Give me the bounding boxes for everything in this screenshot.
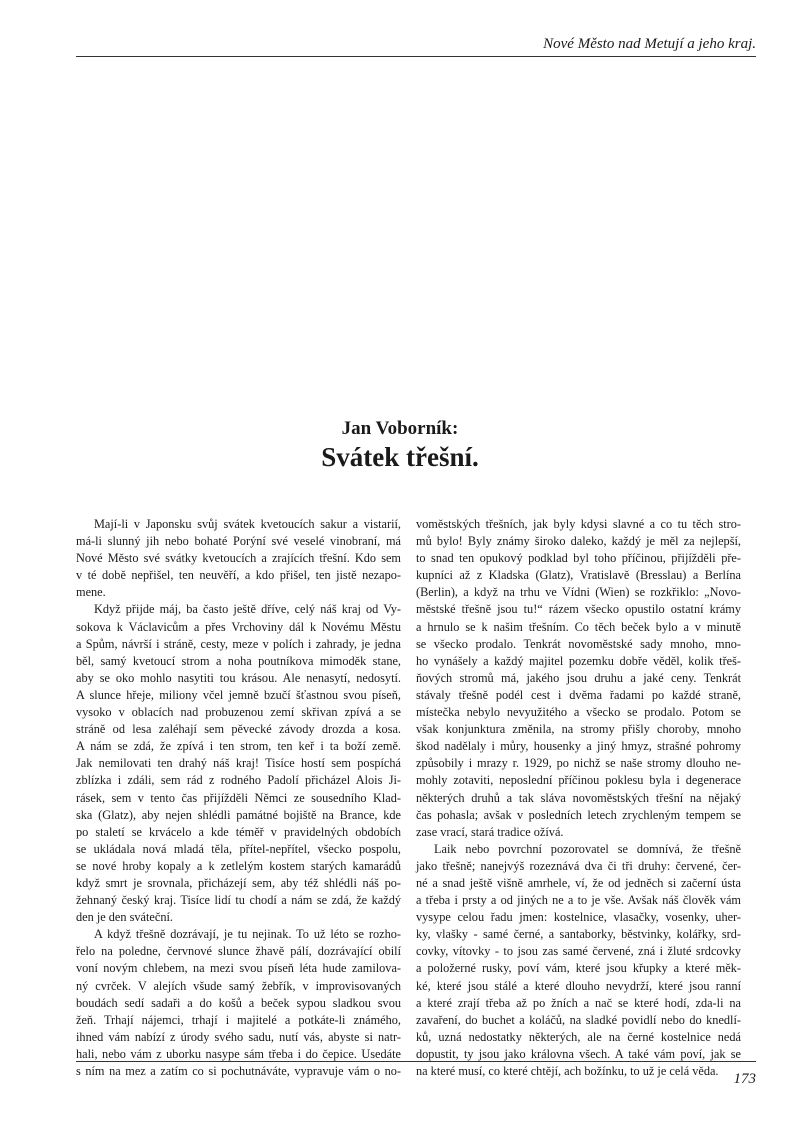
text-line: stráně od lesa zaléhají sem pěvecké závody drozda a kosa. — [76, 722, 401, 737]
text-line: Mají-li v Japonsku svůj svátek kvetoucích sakur a vistarií, — [94, 517, 401, 531]
text-column-left — [76, 516, 401, 1080]
text-line: kupníci až z Kladska (Glatz), Vratislavě (Bresslau) a Berlína — [416, 568, 741, 583]
text-line: stávaly třešně podél cest i dvěma řadami po každé straně, — [416, 687, 741, 702]
text-line: má-li slunný jih nebo bohaté Porýní své veselé vinobraní, má — [76, 534, 401, 549]
text-line: ky, vlašky - samé černé, a santaborky, běstvinky, kolářky, srd- — [416, 927, 741, 942]
text-line: mohly zotaviti, neposlední příčinou poklesu byla i degenerace — [416, 773, 741, 788]
text-line: žehnaný český kraj. Tisíce lidí tu chodí a nám se zdá, že každý — [76, 893, 401, 908]
text-line: na které musí, co které chtějí, ach božínku, to už je celá věda. — [416, 1064, 719, 1078]
text-line: Když přijde máj, ba často ještě dříve, celý náš kraj od Vy- — [94, 602, 401, 617]
text-line: ska (Glatz), aby nejen shlédli památné bojiště na Brance, kde — [76, 807, 401, 822]
text-line: když smrt je srovnala, přicházejí sem, aby též shlédli náš po- — [76, 875, 401, 890]
text-line: městské třešně jsou tu!“ rázem všecko opustilo ostatní krámy — [416, 602, 741, 617]
text-line: vysype celou řadu jmen: kostelnice, vlasačky, vosenky, uher- — [416, 910, 741, 925]
article-author: Jan Voborník: — [341, 418, 459, 439]
text-line: zavaření, do buchet a koláčů, na sladké povidlí nebo do knedlí- — [416, 1012, 741, 1027]
text-line: ků, uzná nedostatky některých, ale na černé kostelnice nedá — [416, 1029, 741, 1044]
text-line: a Spům, návrší i stráně, cesty, meze v polích i zahrady, je jedna — [76, 636, 401, 651]
text-line: způsobily i mrazy r. 1929, po nichž se naše stromy dlouho ne- — [416, 756, 741, 771]
text-line: však konjunktura změnila, na stromy přišly choroby, mnoho — [416, 722, 741, 737]
text-line: ihned vám nabízí z úrody svého sadu, nutí vás, abyste si natr- — [76, 1029, 401, 1044]
text-line: s ním na mez a zatím co si pochutnáváte, vypravuje vám o no- — [76, 1064, 401, 1078]
text-line: zase vrací, stará tradice ožívá. — [416, 824, 564, 839]
text-line: mene. — [76, 585, 106, 600]
text-line: ké, které jsou stálé a které dlouho nevydrží, které jsou ranní — [416, 978, 741, 993]
text-line: jako třešně; nanejvýš rozeznává dva či tři druhy: červené, čer- — [416, 858, 741, 873]
text-line: se nové hroby kopaly a k zetlelým kostem starých kamarádů — [76, 858, 401, 873]
text-line: voní novým chlebem, na mezi svou píseň léta hude zamilova- — [76, 961, 401, 976]
text-line: a položerné rusky, poví vám, které jsou křupky a které měk- — [416, 961, 741, 976]
text-column-right — [416, 516, 741, 1080]
text-line: boudách sedí sadaři a do košů a beček sypou sladkou svou — [76, 995, 401, 1010]
text-line: běl, samý kvetoucí strom a noha poutníkova mimoděk stane, — [76, 653, 401, 668]
text-line: mů bylo! Byly známy široko daleko, každý je měl za nejlepší, — [416, 534, 741, 549]
text-line: v té době nepřišel, ten neuvěří, a kdo přišel, ten jistě nezapo- — [76, 568, 401, 583]
text-line: Jak nemilovati ten drahý náš kraj! Tisíce hostí sem pospíchá — [76, 756, 401, 771]
text-line: ňových stromů má, jakého jsou druhu a jaké ceny. Tenkrát — [416, 670, 741, 685]
text-line: řelo na poledne, červnové slunce žhavě pálí, dozrávající obilí — [76, 944, 401, 959]
text-line: sokova k Václavicům a přes Vrchoviny dál k Novému Městu — [76, 619, 401, 634]
text-line: A když třešně dozrávají, je tu nejinak. To už léto se rozho- — [94, 927, 401, 942]
text-line: škod nadělaly i můry, housenky a jiný hmyz, strašné pohromy — [416, 739, 741, 754]
text-line: některých druhů a tak sláva novoměstských třešní na nějaký — [416, 790, 741, 805]
text-line: covky, vítovky - to jsou zas samé červené, zná i žluté srdcovky — [416, 944, 741, 959]
text-line: dopustit, ty jsou jako královna všech. A také vám poví, jak se — [416, 1046, 741, 1061]
text-line: voměstských třešních, jak byly kdysi slavné a co tu těch stro- — [416, 517, 741, 531]
text-line: Nové Město své svátky kvetoucích a zrajících třešní. Kdo sem — [76, 551, 401, 566]
text-line: místečka nebylo nevyužitého a všecko se prodalo. Potom se — [416, 705, 741, 720]
page-number: 173 — [733, 1071, 756, 1087]
text-line: se všecko prodalo. Tenkrát novoměstské sady mnoho, mno- — [416, 636, 741, 651]
text-line: né a snad ještě višně amrhele, ví, že od jedněch si začerní ústa — [416, 875, 741, 890]
text-line: A nám se zdá, že zpívá i ten strom, ten keř i ta boží země. — [76, 739, 401, 754]
article-title: Svátek třešní. — [321, 442, 479, 472]
text-line: den je den sváteční. — [76, 910, 173, 925]
text-line: a které zrají třeba až po žních a nač se které hodí, zda-li na — [416, 995, 741, 1010]
text-line: a hrnulo se k našim třešním. Co těch beček bylo a v minutě — [416, 619, 741, 634]
text-line: zblízka i zdáli, sem rád z rodného Padolí přicházel Alois Ji- — [76, 773, 401, 788]
text-line: se ukládala nová mladá těla, přítel-nepřítel, všecko pospolu, — [76, 841, 401, 856]
text-line: vysoko v oblacích nad probuzenou zemí skřivan zpívá a se — [76, 705, 401, 720]
text-line: a třeba i prsty a od jiných ne a to je vše. Avšak náš člověk vám — [416, 893, 741, 908]
text-line: (Berlin), a když na trhu ve Vídni (Wien) se rozkřiklo: „Novo- — [416, 585, 741, 600]
text-line: aby se oko mohlo nasytiti tou krásou. Ale nenasytí, nedosytí. — [76, 670, 401, 685]
footer-rule — [76, 1061, 756, 1062]
text-line: to snad ten opukový podklad byl toho příčinou, přijížděli pře- — [416, 551, 741, 566]
text-line: A slunce hřeje, miliony včel jemně bzučí šťastnou svou píseň, — [76, 687, 401, 702]
header-rule — [76, 56, 756, 57]
text-line: Laik nebo povrchní pozorovatel se domnívá, že třešně — [434, 841, 741, 856]
text-line: ho vynášely a každý majitel pozemku dobře věděl, kolik třeš- — [416, 653, 741, 668]
text-line: po staletí se krvácelo a kde téměř v pravidelných obdobích — [76, 824, 401, 839]
text-line: žeň. Trhají nájemci, trhají i majitelé a potkáte-li známého, — [76, 1012, 401, 1027]
text-line: čas pohasla; avšak v posledních letech zrychleným tempem se — [416, 807, 741, 822]
text-line: rásek, sem v tento čas přijížděli Němci ze sousedního Klad- — [76, 790, 401, 805]
running-head: Nové Město nad Metují a jeho kraj. — [543, 36, 756, 52]
text-line: hali, nebo vám z uborku nasype sám třeba i do čepice. Usedáte — [76, 1046, 401, 1061]
text-line: ný cvrček. V alejích všude samý žebřík, v improvisovaných — [76, 978, 401, 993]
